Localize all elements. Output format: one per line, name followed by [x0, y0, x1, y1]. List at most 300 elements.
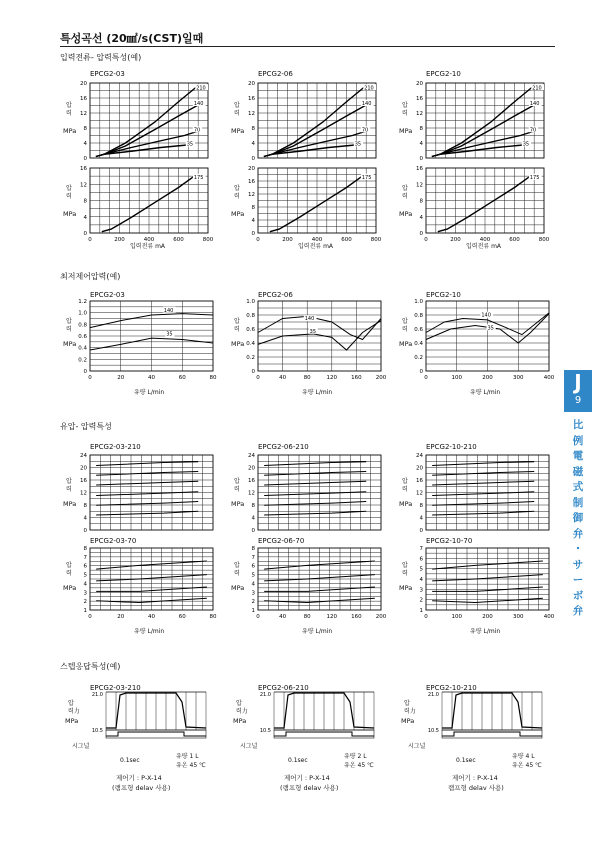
y-tick-label: 4	[251, 218, 255, 224]
side-char: 比	[572, 419, 584, 431]
y-tick-label: 4	[419, 214, 423, 221]
y-tick-label: 7	[251, 554, 255, 561]
y-tick-label: 20	[248, 465, 255, 472]
chapter-letter: J	[574, 370, 582, 394]
y-axis-unit: MPa	[65, 717, 79, 725]
side-char: 制	[572, 496, 584, 509]
y-axis-label: 압	[234, 185, 240, 192]
chapter-title-vertical	[566, 418, 590, 620]
x-tick-label: 400	[543, 614, 555, 620]
y-tick-label: 8	[83, 546, 87, 552]
y-axis-label: 압	[66, 318, 72, 325]
y-tick-label: 24	[80, 453, 87, 459]
y-tick-label: 12	[80, 182, 87, 189]
series-line	[432, 462, 534, 466]
y-tick-label: 0.4	[414, 341, 423, 347]
side-char: 磁	[572, 465, 584, 478]
series-label: 140	[163, 307, 174, 314]
chart-title: EPCG2-10-210	[426, 684, 477, 692]
y-axis-unit: MPa	[399, 500, 413, 508]
y-tick-label: 3	[419, 587, 423, 594]
series-label: 35	[309, 328, 317, 335]
time-scale-label: 0.1sec	[456, 757, 476, 764]
step-chart	[426, 692, 546, 752]
series-line	[96, 502, 198, 506]
x-tick-label: 0	[88, 375, 92, 381]
y-tick-label: 8	[419, 198, 423, 205]
chart-title: EPCG2-10-210	[426, 443, 477, 451]
series-line	[264, 481, 366, 485]
x-tick-label: 120	[326, 375, 338, 381]
flow-note: 유량 4 L	[512, 753, 535, 760]
controller-note: 제어기 : P-X-14	[452, 774, 498, 782]
y-axis-label: 압	[66, 478, 72, 485]
y-tick-label: 0	[83, 156, 87, 162]
y-tick-label: 16	[416, 478, 423, 484]
y-tick-label: 1.0	[78, 310, 87, 317]
x-tick-label: 200	[482, 375, 493, 381]
y-tick-label: 20	[80, 465, 87, 472]
y-axis-label: 력	[234, 326, 240, 333]
y-axis-label: 력	[402, 326, 408, 333]
controller-note: 제어기 : P-X-14	[284, 774, 330, 782]
x-tick-label: 80	[303, 614, 311, 620]
y-axis-label: 압	[234, 478, 240, 485]
signal-label: 시그널	[408, 743, 426, 750]
y-tick-label: 4	[419, 577, 423, 583]
x-tick-label: 100	[451, 375, 462, 381]
y-tick-label: 2	[83, 599, 87, 606]
ramp-note: (램프형 delav 사용)	[280, 784, 339, 792]
y-tick-label: 0	[419, 369, 423, 375]
series-line	[96, 131, 199, 157]
x-tick-label: 80	[209, 375, 217, 381]
flow-note: 유량 2 L	[344, 753, 367, 760]
x-tick-label: 20	[117, 614, 125, 620]
y-tick-label: 1	[419, 608, 423, 614]
y-tick-label: 1.0	[246, 299, 255, 305]
side-char: 式	[572, 481, 584, 493]
chart-title: EPCG2-03-210	[90, 684, 141, 692]
chart-title: EPCG2-10-70	[426, 537, 473, 545]
series-line	[264, 472, 366, 476]
y-tick-label: 2	[419, 597, 423, 604]
y-axis-label: 압	[236, 700, 242, 707]
flow-note: 유량 1 L	[176, 753, 199, 760]
y-tick-label: 12	[416, 490, 423, 497]
side-char: ボ	[572, 589, 584, 602]
x-tick-label: 200	[482, 614, 493, 620]
chart-title: EPCG2-06	[258, 291, 293, 299]
x-tick-label: 600	[341, 237, 352, 243]
y-tick-label: 1.2	[78, 299, 87, 305]
y-tick-label: 2	[251, 599, 255, 606]
series-label: 35	[166, 331, 173, 338]
step-chart	[258, 692, 378, 752]
y-tick-label: 0	[83, 528, 87, 534]
y-tick-label: 3	[83, 590, 87, 597]
series-label: 140	[529, 101, 540, 107]
y-tick-label: 12	[248, 490, 255, 497]
y-axis-label: 력	[402, 110, 408, 117]
y-axis-label: 력	[66, 570, 72, 577]
y-axis-unit: MPa	[399, 340, 413, 348]
chart-title: EPCG2-06	[258, 70, 293, 78]
x-tick-label: 200	[375, 614, 387, 620]
ramp-note: (램프형 delav 사용)	[112, 784, 171, 792]
series-label: 70	[361, 127, 369, 134]
chart-panel	[400, 451, 563, 548]
series-line	[432, 502, 534, 506]
y-tick-label: 16	[80, 166, 87, 172]
title-rule	[60, 46, 555, 47]
y-tick-label: 8	[251, 546, 255, 552]
y-tick-label: 0.6	[414, 327, 423, 333]
y-tick-label: 0.2	[414, 355, 423, 361]
side-char: ー	[572, 574, 584, 586]
y-axis-label: 력力	[236, 708, 248, 715]
y-axis-label: 압	[402, 102, 408, 109]
series-line	[438, 176, 530, 231]
series-line	[96, 511, 198, 515]
x-tick-label: 600	[509, 237, 520, 243]
y-tick-label: 0.6	[78, 334, 87, 340]
y-tick-label: 12	[80, 490, 87, 497]
chart-panel	[64, 544, 227, 628]
x-axis-label: 유량 L/min	[302, 628, 333, 635]
y-tick-label: 0.6	[246, 327, 255, 333]
y-axis-label: 압	[66, 185, 72, 192]
y-tick-label: 0.4	[246, 341, 255, 347]
x-tick-label: 400	[311, 237, 323, 243]
y-tick-label: 6	[251, 563, 255, 570]
x-axis-label: 유량 L/min	[470, 628, 501, 635]
y-tick-label: 10.5	[259, 728, 271, 734]
x-tick-label: 800	[202, 237, 214, 243]
x-tick-label: 60	[178, 614, 186, 620]
y-tick-label: 4	[83, 581, 87, 588]
y-tick-label: 1.0	[414, 299, 423, 305]
y-tick-label: 0.2	[78, 357, 87, 364]
x-axis-label: 유량 L/min	[470, 389, 501, 396]
x-tick-label: 40	[148, 375, 155, 381]
y-tick-label: 7	[83, 554, 87, 561]
chart-title: EPCG2-03	[90, 291, 125, 299]
y-tick-label: 0	[251, 231, 255, 237]
chart-panel	[400, 164, 558, 251]
y-tick-label: 16	[80, 96, 87, 102]
x-tick-label: 0	[424, 614, 428, 620]
y-tick-label: 4	[251, 141, 255, 147]
y-axis-label: 압	[402, 562, 408, 569]
series-line	[264, 462, 366, 466]
y-tick-label: 20	[248, 166, 255, 172]
chart-panel	[232, 79, 390, 176]
x-tick-label: 0	[88, 614, 92, 620]
x-tick-label: 100	[451, 614, 462, 620]
y-tick-label: 0.2	[246, 355, 255, 361]
y-tick-label: 1	[83, 608, 87, 614]
y-axis-label: 력	[234, 110, 240, 117]
step-chart	[90, 692, 210, 752]
chart-panel	[232, 297, 395, 389]
series-label: 35	[186, 141, 194, 148]
y-axis-label: 압	[404, 700, 410, 707]
x-tick-label: 40	[148, 614, 155, 620]
x-tick-label: 160	[351, 614, 362, 620]
y-axis-label: 력	[234, 193, 240, 200]
x-tick-label: 60	[178, 375, 186, 381]
y-tick-label: 12	[248, 111, 255, 117]
y-axis-label: 압	[402, 185, 408, 192]
y-axis-label: 력	[402, 193, 408, 200]
y-axis-label: 력	[66, 193, 72, 200]
temp-note: 유온 45 ℃	[176, 762, 206, 769]
y-tick-label: 20	[416, 465, 423, 472]
x-tick-label: 80	[209, 614, 217, 620]
y-tick-label: 0	[83, 231, 87, 237]
x-tick-label: 800	[538, 237, 550, 243]
time-scale-label: 0.1sec	[120, 757, 140, 764]
y-axis-unit: MPa	[233, 717, 247, 725]
x-tick-label: 0	[256, 375, 260, 381]
y-tick-label: 16	[248, 478, 255, 484]
series-label: 175	[361, 174, 372, 181]
series-line	[432, 131, 535, 157]
y-tick-label: 7	[419, 546, 423, 552]
chart-title: EPCG2-03	[90, 70, 125, 78]
chapter-tab	[564, 370, 592, 412]
x-axis-label: 입력전류 mA	[466, 243, 502, 250]
side-char: ・	[572, 543, 584, 555]
series-line	[264, 131, 367, 157]
x-tick-label: 0	[256, 237, 260, 243]
chart-title: EPCG2-06-210	[258, 443, 309, 451]
y-axis-unit: MPa	[399, 127, 413, 135]
series-label: 35	[354, 141, 362, 148]
x-axis-label: 유량 L/min	[134, 389, 165, 396]
y-axis-unit: MPa	[399, 584, 413, 592]
y-axis-label: 력	[402, 486, 408, 493]
y-tick-label: 4	[419, 141, 423, 147]
x-tick-label: 20	[117, 375, 125, 381]
x-tick-label: 400	[543, 375, 555, 381]
page-title: 특성곡선 (20㎟/s(CST)일때	[60, 32, 204, 45]
y-axis-label: 압	[68, 700, 74, 707]
y-axis-label: 압	[234, 318, 240, 325]
series-line	[270, 176, 362, 231]
y-tick-label: 20	[248, 81, 255, 87]
y-tick-label: 4	[83, 141, 87, 147]
x-tick-label: 80	[303, 375, 311, 381]
chart-panel	[64, 164, 222, 251]
y-tick-label: 8	[83, 126, 87, 132]
y-axis-label: 압	[402, 478, 408, 485]
x-axis-label: 유량 L/min	[134, 628, 165, 635]
y-tick-label: 16	[248, 179, 255, 185]
y-axis-unit: MPa	[63, 340, 77, 348]
y-axis-unit: MPa	[231, 210, 245, 218]
chart-panel	[232, 164, 390, 251]
y-tick-label: 16	[80, 478, 87, 484]
side-char: 例	[572, 434, 584, 447]
series-line	[264, 511, 366, 515]
y-tick-label: 0	[419, 231, 423, 237]
series-label: 35	[522, 141, 530, 148]
x-tick-label: 0	[424, 375, 428, 381]
y-axis-label: 력力	[68, 708, 80, 715]
section-step-response: 스텝응답특성(예)	[60, 662, 121, 671]
y-tick-label: 8	[419, 503, 423, 509]
y-axis-unit: MPa	[231, 500, 245, 508]
y-tick-label: 4	[83, 515, 87, 522]
y-axis-label: 력	[66, 326, 72, 333]
x-tick-label: 200	[114, 237, 125, 243]
x-tick-label: 200	[375, 375, 387, 381]
y-tick-label: 0.8	[78, 322, 87, 329]
y-tick-label: 24	[248, 453, 255, 459]
x-tick-label: 0	[256, 614, 260, 620]
series-label: 210	[364, 85, 374, 92]
y-axis-unit: MPa	[63, 127, 77, 135]
y-axis-label: 압	[402, 318, 408, 325]
x-tick-label: 200	[450, 237, 461, 243]
y-tick-label: 16	[416, 96, 423, 102]
y-tick-label: 12	[416, 111, 423, 117]
x-tick-label: 300	[513, 614, 524, 620]
y-tick-label: 12	[248, 192, 255, 198]
series-line	[96, 472, 198, 476]
temp-note: 유온 45 ℃	[344, 762, 374, 769]
y-axis-unit: MPa	[231, 584, 245, 592]
chart-title: EPCG2-03-70	[90, 537, 137, 545]
y-tick-label: 12	[416, 182, 423, 189]
time-scale-label: 0.1sec	[288, 757, 308, 764]
signal-line	[106, 732, 206, 736]
y-tick-label: 5	[83, 572, 87, 579]
chart-title: EPCG2-10	[426, 70, 461, 78]
y-tick-label: 0	[83, 369, 87, 375]
y-axis-label: 력	[402, 570, 408, 577]
x-axis-label: 입력전류 mA	[130, 243, 166, 250]
chart-panel	[64, 79, 222, 176]
y-tick-label: 4	[83, 214, 87, 221]
side-char: 御	[572, 512, 584, 524]
y-tick-label: 0	[251, 528, 255, 534]
side-char: 弁	[572, 527, 584, 540]
x-tick-label: 300	[513, 375, 524, 381]
series-label: 210	[196, 85, 206, 92]
y-axis-label: 압	[234, 102, 240, 109]
y-tick-label: 20	[80, 81, 87, 87]
series-label: 210	[532, 85, 542, 92]
y-tick-label: 3	[251, 590, 255, 597]
y-tick-label: 0	[419, 528, 423, 534]
y-axis-unit: MPa	[63, 210, 77, 218]
y-tick-label: 8	[251, 503, 255, 509]
series-label: 175	[193, 174, 204, 181]
series-label: 140	[481, 312, 491, 319]
x-tick-label: 120	[326, 614, 338, 620]
side-char: 弁	[572, 605, 584, 617]
y-tick-label: 10.5	[427, 728, 439, 734]
series-label: 140	[361, 101, 372, 107]
x-tick-label: 400	[479, 237, 491, 243]
chart-panel	[232, 451, 395, 548]
series-line	[258, 321, 381, 350]
x-tick-label: 600	[173, 237, 184, 243]
series-line	[432, 481, 534, 485]
x-tick-label: 400	[143, 237, 155, 243]
series-label: 140	[193, 101, 204, 107]
y-tick-label: 0	[419, 156, 423, 162]
x-tick-label: 800	[370, 237, 382, 243]
series-line	[96, 481, 198, 485]
chart-panel	[400, 79, 558, 176]
side-char: 電	[572, 450, 584, 462]
y-axis-label: 력	[234, 486, 240, 493]
y-axis-label: 력力	[404, 708, 416, 715]
series-label: 140	[304, 316, 315, 323]
y-tick-label: 20	[416, 81, 423, 87]
signal-label: 시그널	[72, 743, 90, 750]
section-current-pressure: 입력전류- 압력특성(예)	[60, 53, 142, 62]
series-label: 70	[193, 127, 201, 134]
y-axis-unit: MPa	[231, 340, 245, 348]
y-tick-label: 0.4	[78, 345, 87, 352]
y-axis-unit: MPa	[231, 127, 245, 135]
controller-note: 제어기 : P-X-14	[116, 774, 162, 782]
y-tick-label: 1	[251, 608, 255, 614]
y-tick-label: 12	[80, 111, 87, 117]
ramp-note: 램프형 delav 사용)	[448, 784, 504, 792]
chart-title: EPCG2-06-210	[258, 684, 309, 692]
y-axis-unit: MPa	[401, 717, 415, 725]
y-axis-unit: MPa	[399, 210, 413, 218]
y-axis-label: 압	[234, 562, 240, 569]
y-axis-unit: MPa	[63, 584, 77, 592]
series-line	[264, 502, 366, 506]
series-line	[432, 511, 534, 515]
y-tick-label: 0	[251, 369, 255, 375]
chart-panel	[400, 544, 563, 628]
y-tick-label: 16	[248, 96, 255, 102]
chart-title: EPCG2-03-210	[90, 443, 141, 451]
x-tick-label: 0	[88, 237, 92, 243]
series-line	[96, 462, 198, 466]
chapter-number: 9	[574, 395, 582, 406]
y-tick-label: 6	[83, 563, 87, 570]
x-tick-label: 40	[279, 614, 287, 620]
x-tick-label: 40	[279, 375, 287, 381]
y-axis-label: 력	[234, 570, 240, 577]
chart-panel	[400, 297, 563, 389]
y-tick-label: 21.0	[259, 692, 271, 698]
y-tick-label: 5	[419, 566, 423, 573]
y-tick-label: 8	[419, 126, 423, 132]
chart-panel	[64, 297, 227, 389]
y-tick-label: 16	[416, 166, 423, 172]
x-tick-label: 0	[424, 237, 428, 243]
x-tick-label: 160	[351, 375, 362, 381]
x-axis-label: 유량 L/min	[302, 389, 333, 396]
temp-note: 유온 45 ℃	[512, 762, 542, 769]
y-axis-label: 압	[66, 562, 72, 569]
y-tick-label: 10.5	[91, 728, 103, 734]
side-char: サ	[572, 558, 584, 571]
y-tick-label: 0.8	[414, 313, 423, 319]
section-min-control-pressure: 최저제어압력(예)	[60, 272, 121, 281]
